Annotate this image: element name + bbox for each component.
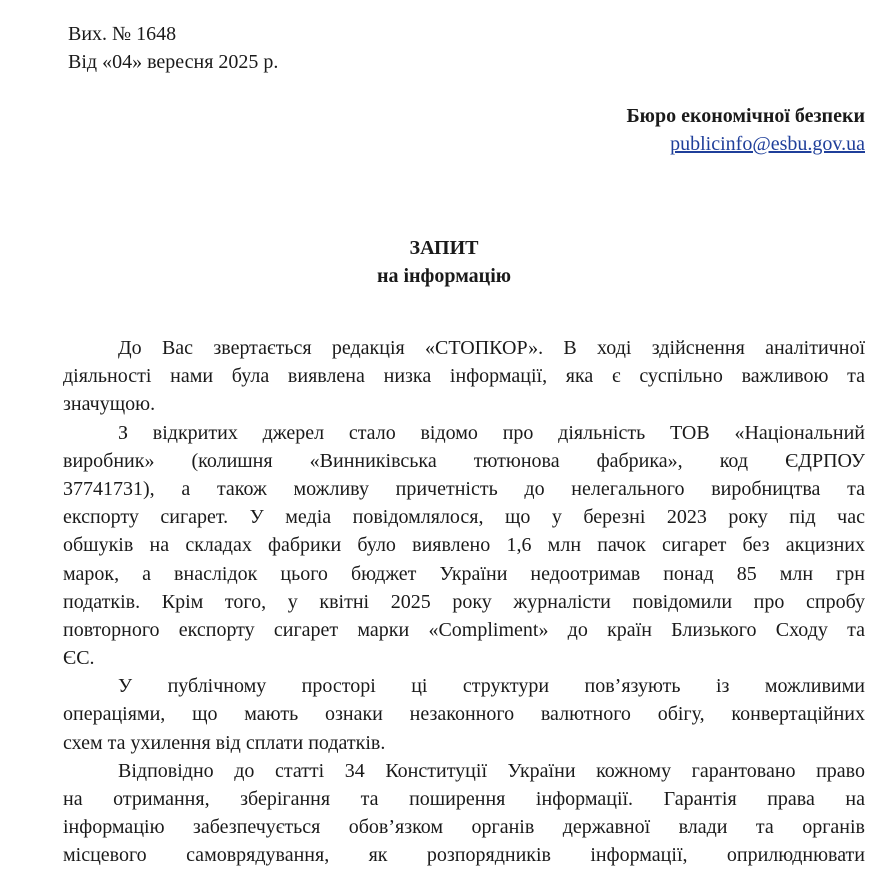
paragraph-3-line: схем та ухилення від сплати податків. — [63, 731, 386, 754]
paragraph-2-line: експорту сигарет. У медіа повідомлялося, що у березні 2023 року під час — [63, 506, 865, 529]
letter-body — [63, 334, 865, 870]
addressee-block — [626, 102, 865, 158]
letter-date: Від «04» вересня 2025 р. — [68, 51, 279, 73]
addressee-email-link[interactable]: publicinfo@esbu.gov.ua — [670, 133, 865, 155]
paragraph-2-line: повторного експорту сигарет марки «Compliment» до країн Близького Сходу та — [63, 618, 865, 641]
title-subtitle: на інформацію — [376, 265, 512, 287]
paragraph-2-line: 37741731), а також можливу причетність до нелегального виробництва та — [63, 477, 865, 500]
paragraph-2-line: обшуків на складах фабрики було виявлено 1,6 млн пачок сигарет без акцизних — [63, 534, 865, 557]
paragraph-3-line: У публічному просторі ці структури пов’язують із можливими — [118, 675, 865, 698]
paragraph-2-line: З відкритих джерел стало відомо про діяльність ТОВ «Національний — [118, 421, 865, 444]
outgoing-number: Вих. № 1648 — [68, 23, 177, 45]
paragraph-4-line: місцевого самоврядування, як розпорядників інформації, оприлюднювати — [63, 844, 865, 867]
paragraph-3-line: операціями, що мають ознаки незаконного валютного обігу, конвертаційних — [63, 703, 865, 726]
paragraph-2-line: марок, а внаслідок цього бюджет України недоотримав понад 85 млн грн — [63, 562, 865, 585]
paragraph-2-line: виробник» (колишня «Винниківська тютюнова фабрика», код ЄДРПОУ — [63, 449, 865, 472]
paragraph-1-line: До Вас звертається редакція «СТОПКОР». В ході здійснення аналітичної — [118, 337, 865, 359]
paragraph-2-line: ЄС. — [63, 647, 95, 670]
paragraph-4-line: Відповідно до статті 34 Конституції України кожному гарантовано право — [118, 759, 865, 782]
paragraph-1-line: діяльності нами була виявлена низка інформації, яка є суспільно важливою та — [63, 365, 865, 388]
paragraph-1-line: значущою. — [63, 393, 156, 416]
addressee-organization: Бюро економічної безпеки — [626, 105, 865, 127]
title-main: ЗАПИТ — [409, 237, 479, 259]
paragraph-4-line: на отримання, зберігання та поширення інформації. Гарантія права на — [63, 788, 865, 810]
paragraph-4-line: інформацію забезпечується обов’язком органів державної влади та органів — [63, 816, 865, 839]
outgoing-reference — [68, 20, 278, 76]
paragraph-2-line: податків. Крім того, у квітні 2025 року журналісти повідомили про спробу — [63, 590, 865, 613]
document-title — [0, 234, 888, 290]
